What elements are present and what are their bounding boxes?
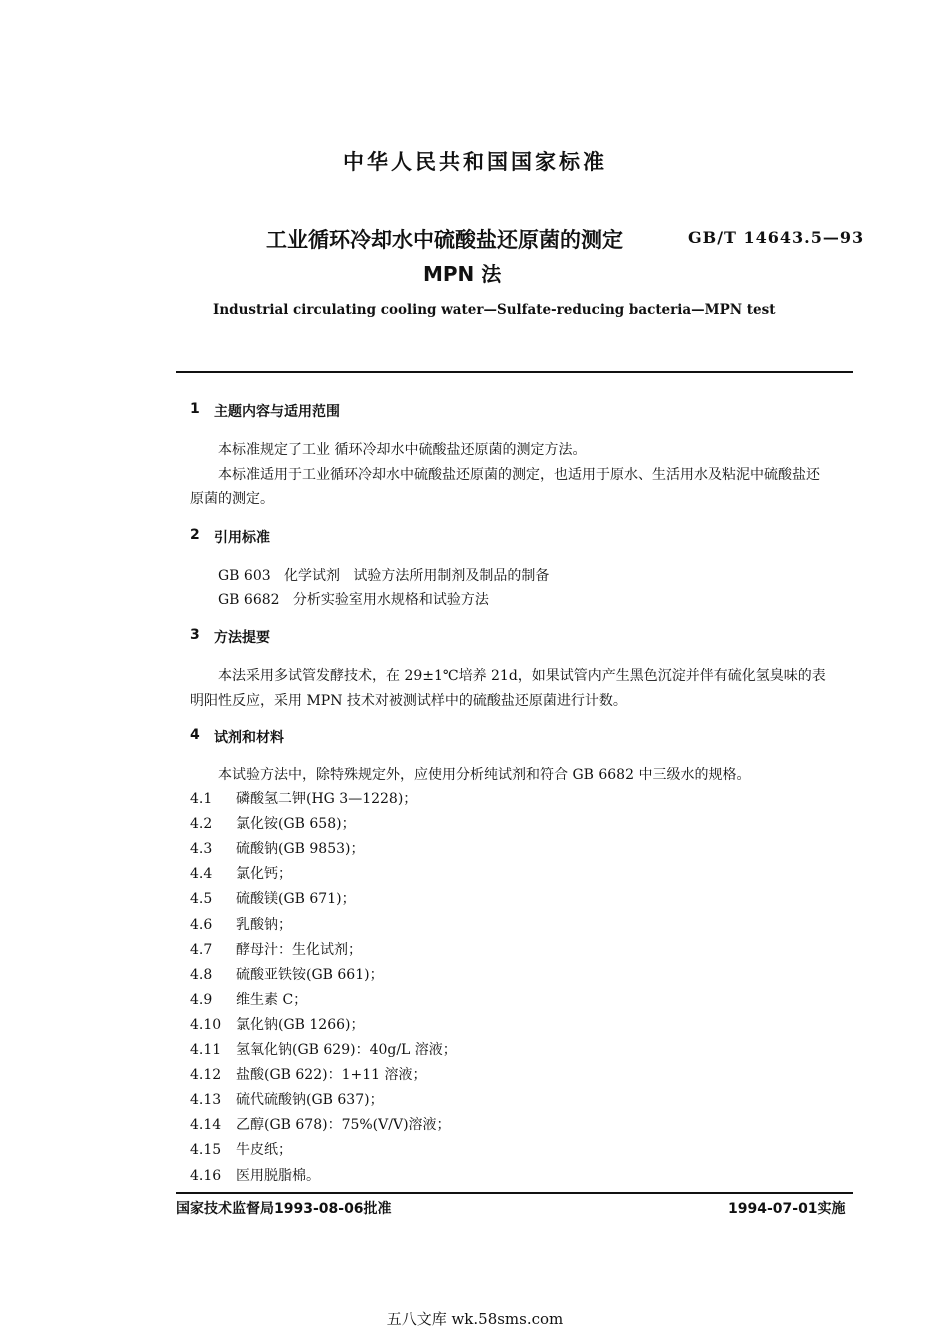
reagent-item	[190, 1039, 457, 1059]
reagent-item-text: 硫酸钠(GB 9853)；	[236, 841, 365, 858]
section-4-intro: 本试验方法中，除特殊规定外，应使用分析纯试剂和符合 GB 6682 中三级水的规格。	[218, 767, 751, 783]
reagent-item-text: 硫代硫酸钠(GB 637)；	[236, 1092, 384, 1109]
english-title: Industrial circulating cooling water—Sulfate-reducing bacteria—MPN test	[213, 302, 776, 318]
reagent-item-number: 4.8	[190, 966, 213, 983]
reagent-item-text: 磷酸氢二钾(HG 3—1228)；	[236, 791, 418, 807]
reagent-item-number: 4.2	[190, 816, 213, 833]
reagent-item-number: 4.6	[190, 916, 213, 933]
reagent-item-text: 硫酸镁(GB 671)；	[236, 891, 356, 908]
section-1-number: 1	[190, 401, 200, 417]
national-standard-heading: 中华人民共和国国家标准	[343, 150, 607, 174]
reagent-item	[190, 1139, 292, 1159]
reagent-item-text: 维生素 C；	[236, 991, 308, 1008]
reagent-item	[190, 1064, 426, 1084]
reagent-item-number: 4.3	[190, 841, 213, 858]
reagent-item-number: 4.10	[190, 1016, 222, 1033]
section-3-heading: 方法提要	[214, 630, 270, 646]
reagent-item-number: 4.14	[190, 1117, 222, 1134]
reagent-item	[190, 838, 364, 858]
reagent-item-number: 4.7	[190, 941, 213, 958]
document-subtitle: MPN 法	[423, 262, 502, 286]
reagent-item-number: 4.13	[190, 1092, 222, 1109]
reagent-item-text: 氢氧化钠(GB 629)：40g/L 溶液；	[236, 1042, 457, 1058]
reagent-item	[190, 914, 292, 934]
reagent-item-text: 氯化钙；	[236, 866, 292, 883]
reagent-item-text: 硫酸亚铁铵(GB 661)；	[236, 966, 384, 983]
reagent-item-text: 乙醇(GB 678)：75%(V/V)溶液；	[236, 1117, 451, 1134]
reagent-item-text: 牛皮纸；	[236, 1142, 292, 1159]
section-1-paragraph-2-cont: 原菌的测定。	[190, 491, 274, 507]
reagent-item-text: 盐酸(GB 622)：1+11 溶液；	[236, 1067, 427, 1084]
reagent-item-number: 4.4	[190, 866, 213, 883]
section-4-heading: 试剂和材料	[214, 730, 284, 746]
reagent-item	[190, 964, 384, 984]
reagent-item-text: 乳酸钠；	[236, 916, 292, 933]
reagent-item-text: 酵母汁：生化试剂；	[236, 941, 362, 958]
section-3-paragraph: 本法采用多试管发酵技术，在 29±1℃培养 21d，如果试管内产生黑色沉淀并伴有硫化氢臭味的表	[218, 668, 826, 684]
reagent-item	[190, 939, 362, 959]
reference-gb6682: GB 6682 分析实验室用水规格和试验方法	[218, 592, 489, 608]
section-4-number: 4	[190, 727, 200, 743]
reagent-item	[190, 788, 417, 808]
reagent-item-number: 4.11	[190, 1042, 222, 1058]
section-2-heading: 引用标准	[214, 530, 270, 546]
standard-number: GB/T 14643.5—93	[688, 228, 865, 247]
reagent-item-text: 医用脱脂棉。	[236, 1167, 320, 1184]
document-title: 工业循环冷却水中硫酸盐还原菌的测定	[266, 228, 623, 252]
reagent-item-text: 氯化钠(GB 1266)；	[236, 1016, 365, 1033]
reagent-item-number: 4.12	[190, 1067, 222, 1084]
reagent-item	[190, 1014, 364, 1034]
reagent-item-number: 4.1	[190, 791, 213, 807]
section-2-number: 2	[190, 527, 200, 543]
reagent-item-number: 4.16	[190, 1167, 222, 1184]
section-1-paragraph-1: 本标准规定了工业 循环冷却水中硫酸盐还原菌的测定方法。	[218, 442, 587, 458]
section-3-paragraph-cont: 明阳性反应，采用 MPN 技术对被测试样中的硫酸盐还原菌进行计数。	[190, 693, 627, 709]
reference-gb603: GB 603 化学试剂 试验方法所用制剂及制品的制备	[218, 568, 550, 584]
reagent-item	[190, 1089, 384, 1109]
reagent-item-number: 4.9	[190, 991, 213, 1008]
approval-date: 国家技术监督局1993-08-06批准	[176, 1201, 392, 1217]
watermark-text: 五八文库 wk.58sms.com	[386, 1310, 564, 1328]
reagent-item	[190, 888, 356, 908]
section-1-paragraph-2: 本标准适用于工业循环冷却水中硫酸盐还原菌的测定，也适用于原水、生活用水及粘泥中硫酸盐还	[218, 467, 820, 483]
reagent-item-text: 氯化铵(GB 658)；	[236, 816, 356, 833]
reagent-item-number: 4.15	[190, 1142, 222, 1159]
reagent-item	[190, 813, 356, 833]
reagent-item	[190, 989, 307, 1009]
effective-date: 1994-07-01实施	[728, 1201, 846, 1217]
footer-divider	[176, 1192, 853, 1194]
section-1-heading: 主题内容与适用范围	[214, 404, 340, 420]
reagent-item	[190, 1114, 451, 1134]
section-3-number: 3	[190, 627, 200, 643]
reagent-item	[190, 863, 292, 883]
header-divider	[176, 371, 853, 373]
reagent-item-number: 4.5	[190, 891, 213, 908]
reagent-item	[190, 1165, 320, 1185]
